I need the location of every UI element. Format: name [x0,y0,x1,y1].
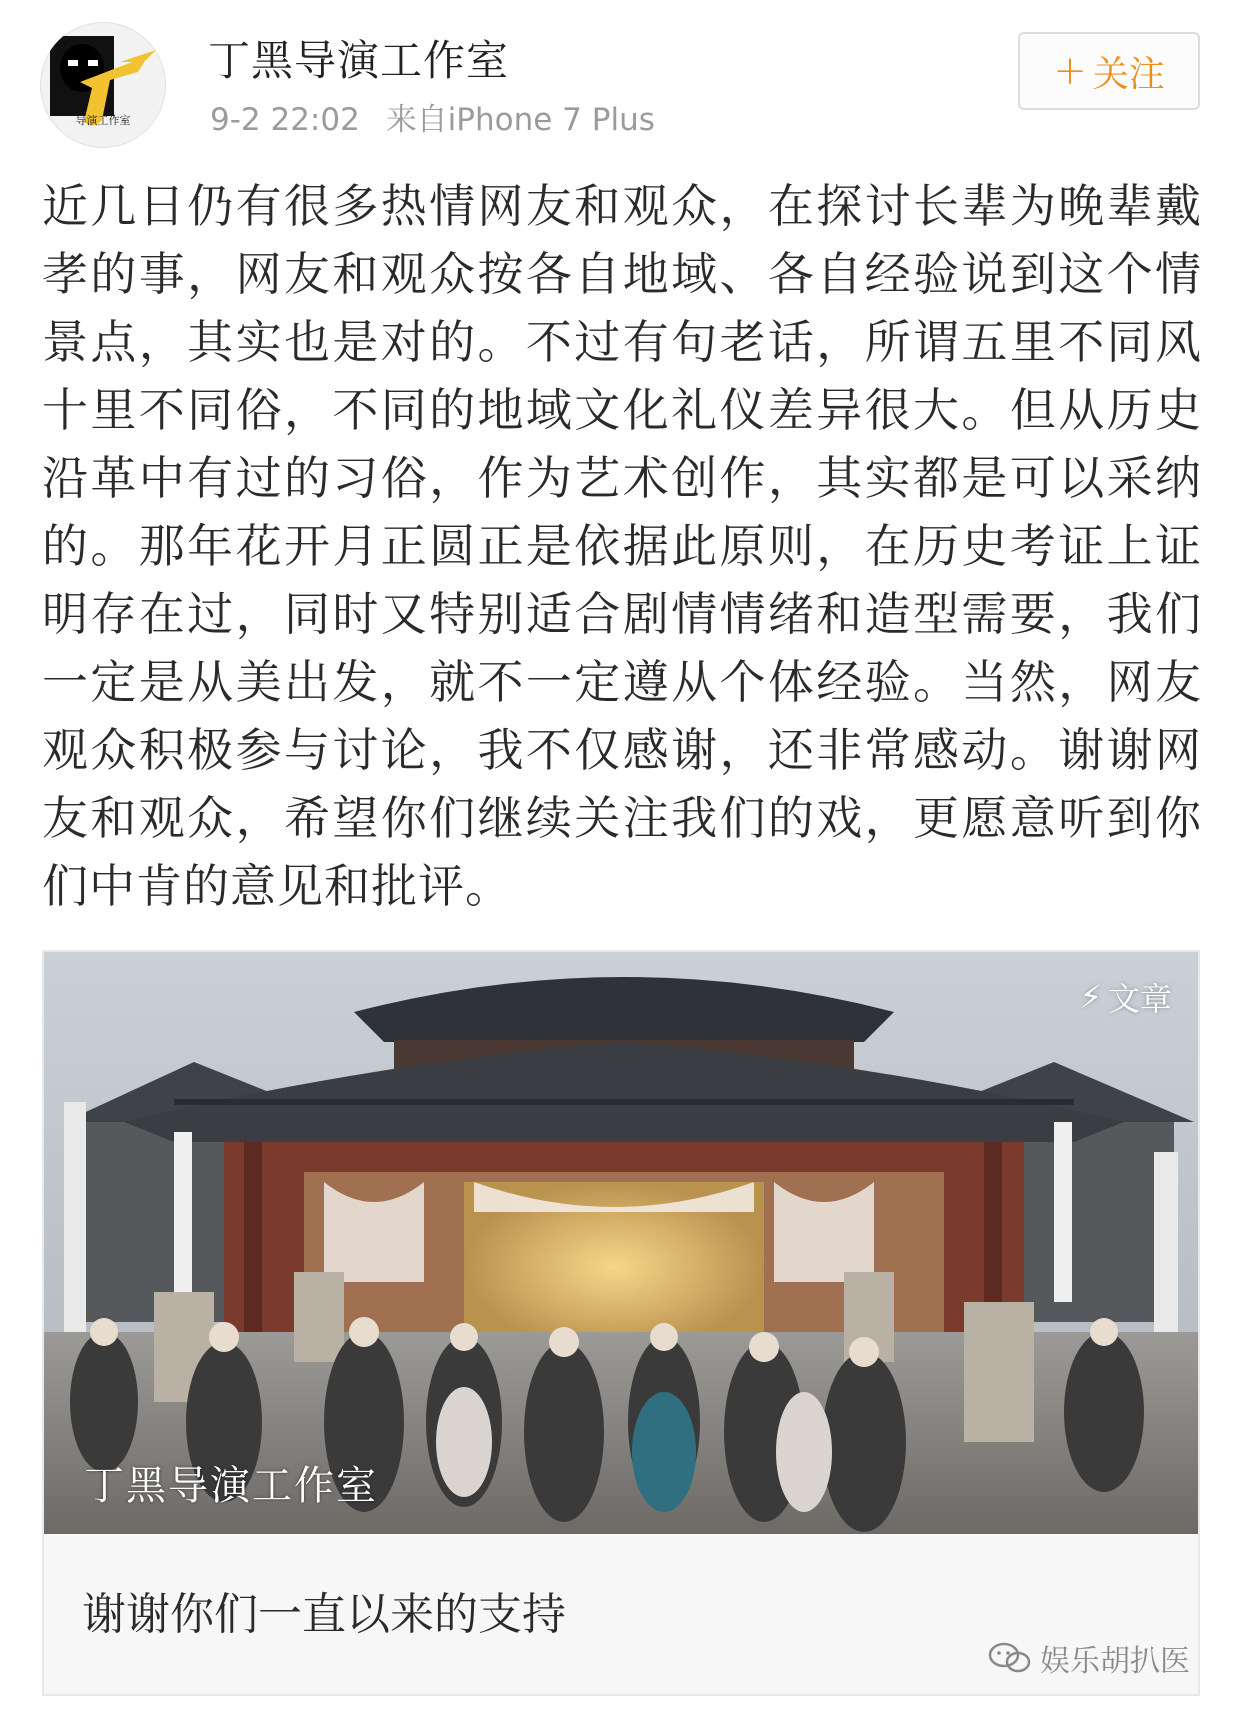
wechat-watermark-label: 娱乐胡扒医 [1040,1644,1190,1679]
post-body-text: 近几日仍有很多热情网友和观众，在探讨长辈为晚辈戴孝的事，网友和观众按各自地域、各自经验说到这个情景点，其实也是对的。不过有句老话，所谓五里不同风十里不同俗，不同的地域文化礼仪差异很大。但从历史沿革中有过的习俗，作为艺术创作，其实都是可以采纳的。那年花开月正圆正是依据此原则，在历史考证上证明存在过，同时又特别适合剧情情绪和造型需要，我们一定是从美出发，就不一定遵从个体经验。当然，网友观众积极参与讨论，我不仅感谢，还非常感动。谢谢网友和观众，希望你们继续关注我们的戏，更愿意听到你们中肯的意见和批评。 [42,179,1202,913]
plus-icon: + [1053,48,1087,94]
wechat-watermark [988,1636,1190,1680]
article-cover-image[interactable] [44,952,1198,1534]
avatar-logo-icon [40,22,166,148]
post-meta [210,94,655,139]
article-badge-label: 文章 [1107,980,1172,1018]
wechat-icon [988,1641,1032,1675]
follow-button[interactable] [1018,32,1200,110]
article-title[interactable]: 谢谢你们一直以来的支持 [82,1589,566,1640]
account-name[interactable]: 丁黑导演工作室 [208,36,510,85]
follow-label: 关注 [1092,53,1165,95]
post-source: 来自iPhone 7 Plus [385,102,655,138]
article-card[interactable] [42,950,1200,1696]
image-watermark: 丁黑导演工作室 [84,1463,378,1509]
avatar[interactable] [40,22,166,148]
palace-scene-illustration [44,952,1198,1534]
post-timestamp: 9-2 22:02 [210,102,360,138]
article-badge [1080,974,1172,1020]
avatar-caption: 导演工作室 [75,114,131,127]
lightning-icon: ⚡ [1079,978,1102,1016]
